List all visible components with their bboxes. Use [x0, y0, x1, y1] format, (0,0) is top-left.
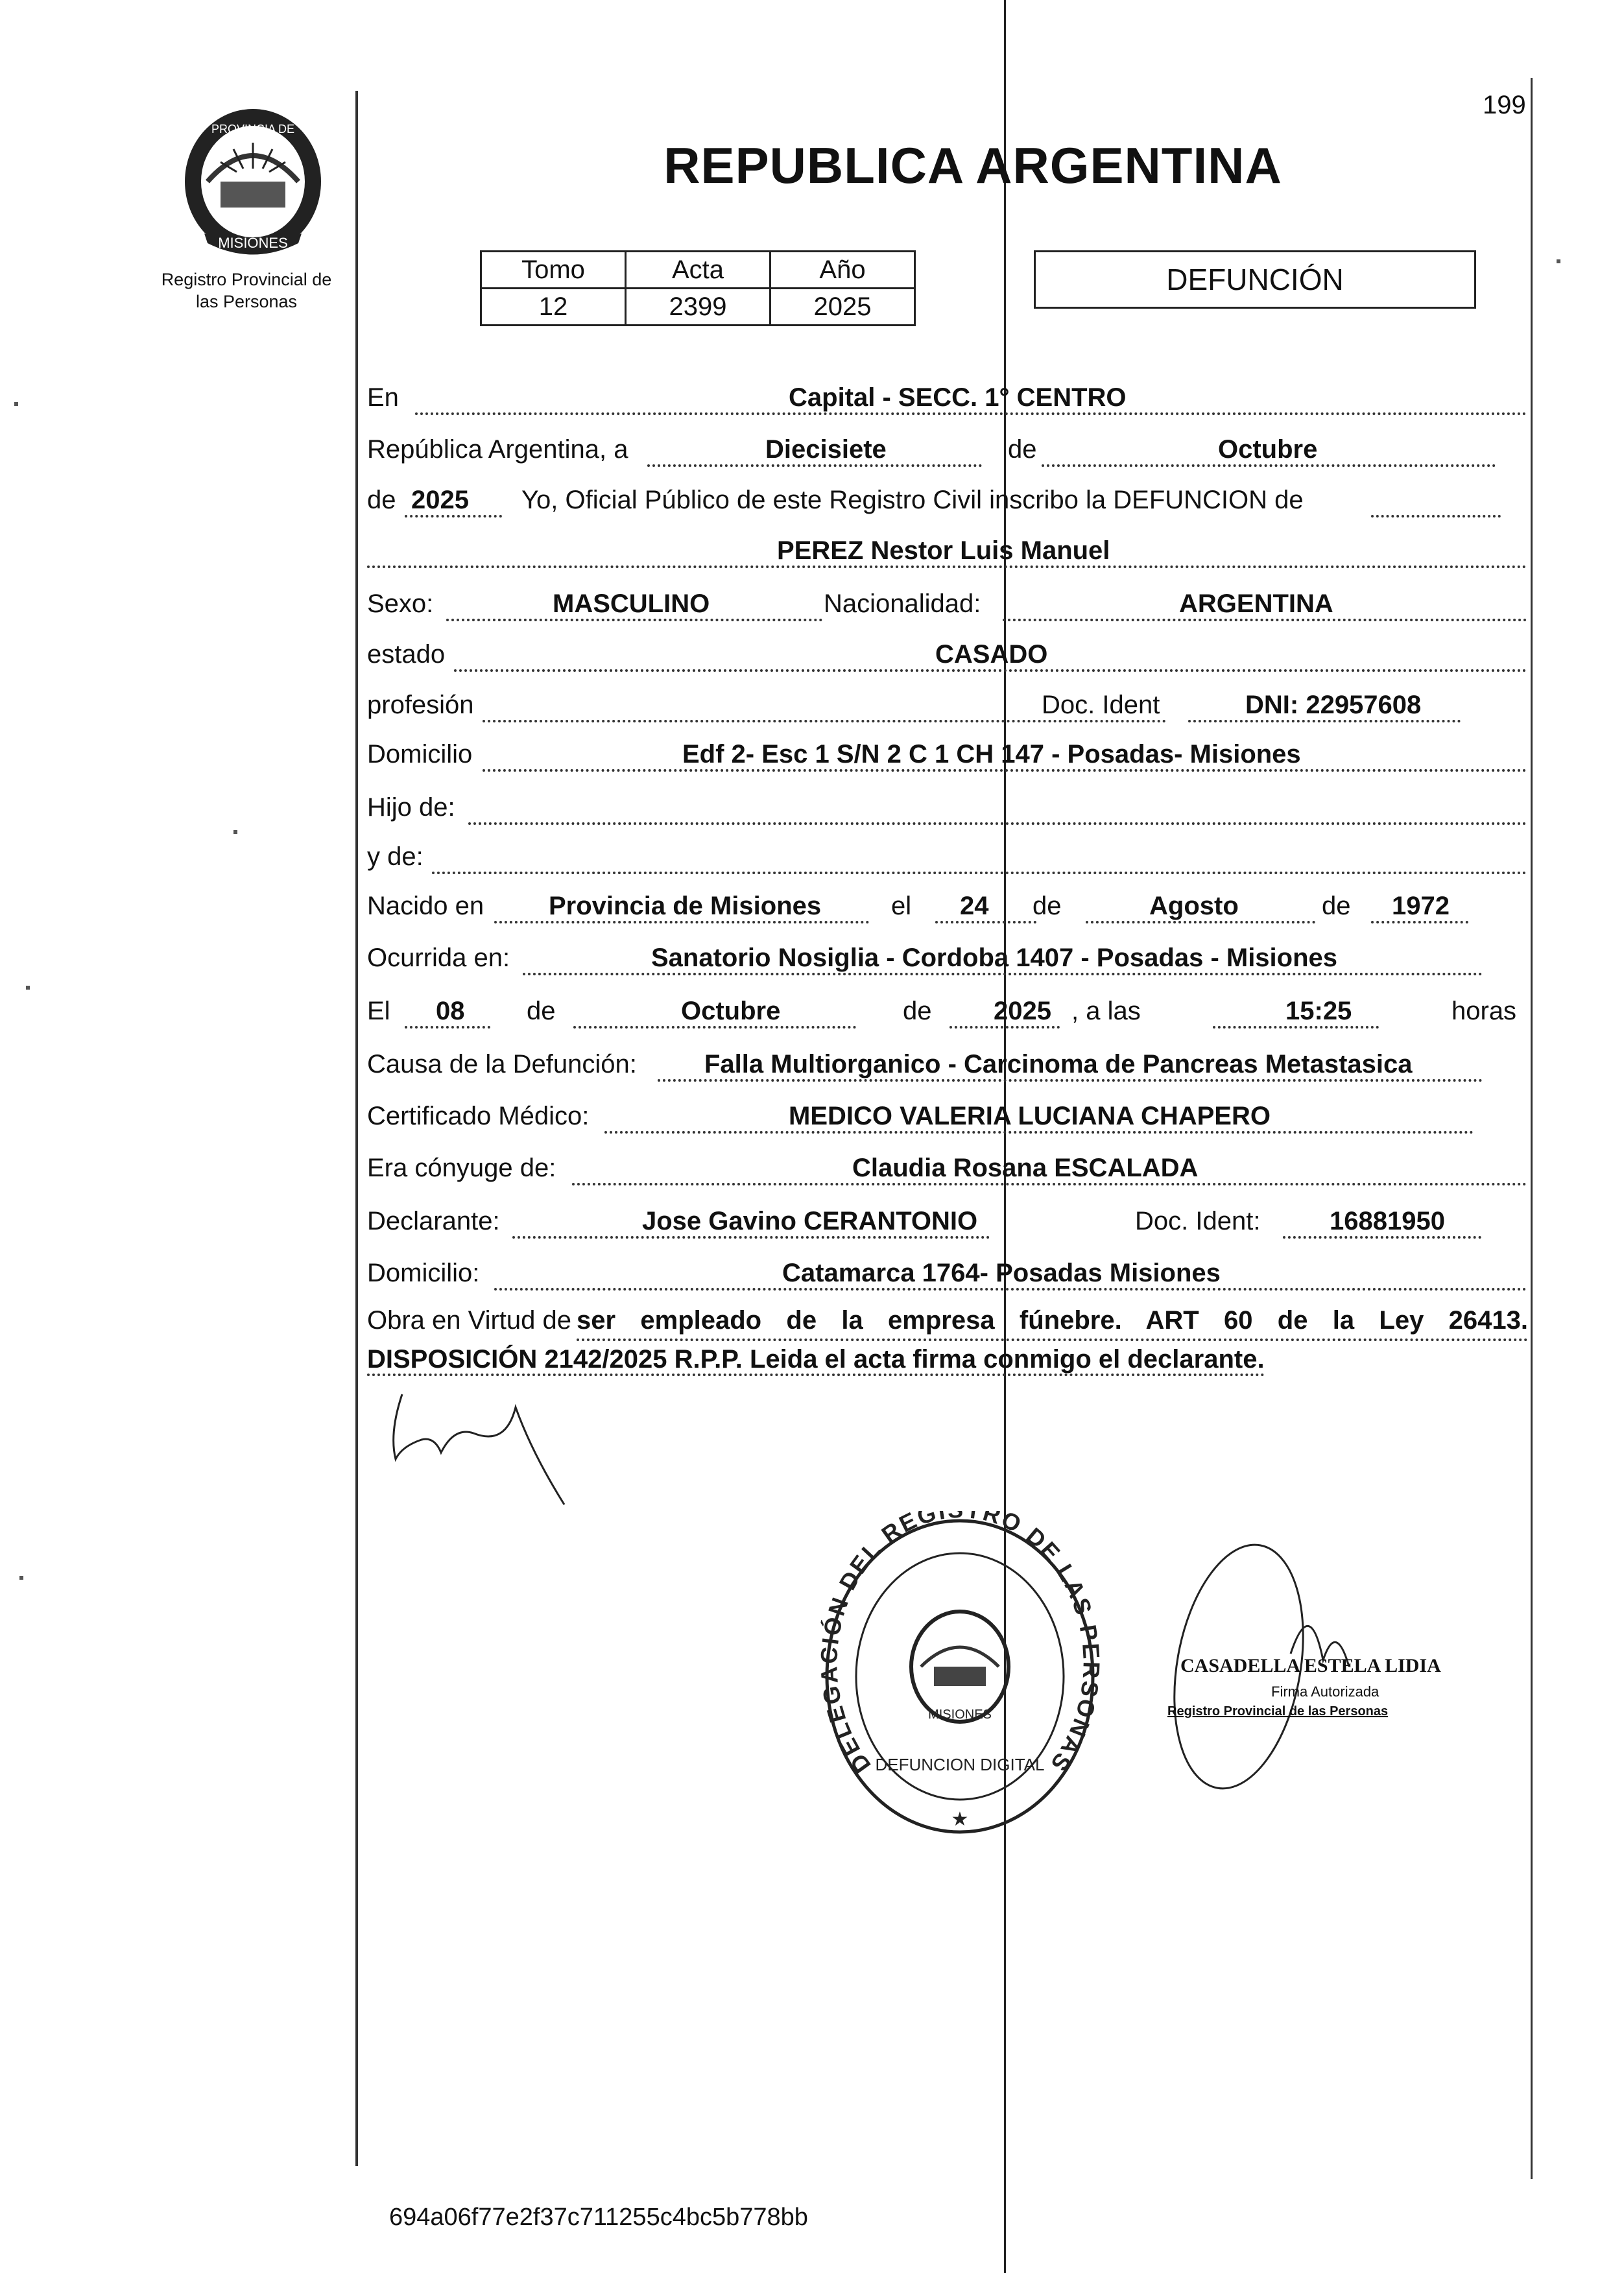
declarant-signature: [376, 1381, 590, 1517]
de-label: de: [1008, 435, 1037, 464]
en-value: Capital - SECC. 1° CENTRO: [789, 383, 1127, 412]
certificado-value: MEDICO VALERIA LUCIANA CHAPERO: [789, 1102, 1271, 1130]
row-nacido: [367, 879, 1528, 925]
dotted-line: [573, 1026, 856, 1029]
authority-name: CASADELLA ESTELA LIDIA: [1180, 1655, 1441, 1676]
header-acta: Acta: [626, 252, 770, 289]
nacido-value: Provincia de Misiones: [549, 892, 822, 920]
domicilio-label: Domicilio: [367, 740, 473, 768]
dotted-line: [523, 973, 1483, 975]
death-month: Octubre: [681, 997, 781, 1025]
profesion-label: profesión: [367, 691, 474, 719]
registry-line-2: las Personas: [195, 292, 298, 311]
declarante-value: Jose Gavino CERANTONIO: [642, 1207, 978, 1235]
dotted-line: [483, 769, 1527, 772]
dotted-line: [512, 1236, 990, 1239]
row-decl-domicilio: [367, 1246, 1528, 1292]
obra-paragraph: [367, 1302, 1528, 1377]
row-declarante: [367, 1195, 1528, 1240]
day-value: Diecisiete: [765, 435, 887, 464]
dotted-line: [1042, 464, 1496, 467]
scan-speck: [26, 986, 30, 990]
value-anio: 2025: [770, 289, 915, 326]
dotted-line: [405, 1026, 490, 1029]
sexo-label: Sexo:: [367, 589, 434, 618]
ocurrida-value: Sanatorio Nosiglia - Cordoba 1407 - Posadas - Misiones: [651, 944, 1338, 972]
decl-domicilio-label: Domicilio:: [367, 1259, 480, 1287]
svg-text:MISIONES: MISIONES: [218, 235, 288, 251]
registry-line-1: Registro Provincial de: [161, 270, 332, 289]
dotted-line: [483, 720, 1166, 722]
certificado-label: Certificado Médico:: [367, 1102, 590, 1130]
death-year: 2025: [994, 997, 1051, 1025]
svg-text:PROVINCIA DE: PROVINCIA DE: [211, 123, 295, 136]
svg-text:DEFUNCION DIGITAL: DEFUNCION DIGITAL: [875, 1755, 1045, 1774]
obra-label: Obra en Virtud de: [367, 1306, 572, 1335]
nacionalidad-value: ARGENTINA: [1179, 589, 1333, 618]
authority-role: Firma Autorizada: [1271, 1684, 1379, 1700]
declarante-doc-label: Doc. Ident:: [1135, 1207, 1261, 1235]
conyuge-label: Era cónyuge de:: [367, 1154, 556, 1182]
value-tomo: 12: [481, 289, 626, 326]
dotted-line: [949, 1026, 1060, 1029]
sexo-value: MASCULINO: [553, 589, 710, 618]
dotted-line: [1086, 921, 1315, 923]
dotted-line: [572, 1183, 1527, 1185]
row-sexo: [367, 577, 1528, 623]
obra-value-2: DISPOSICIÓN 2142/2025 R.P.P. Leida el acta firma conmigo el declarante.: [367, 1345, 1265, 1376]
dotted-line: [1213, 1026, 1379, 1029]
El-label: El: [367, 997, 390, 1025]
dotted-line: [446, 619, 822, 621]
estado-value: CASADO: [935, 640, 1048, 669]
dotted-line: [1283, 1236, 1481, 1239]
month-value: Octubre: [1218, 435, 1318, 464]
horas-label: horas: [1451, 997, 1517, 1025]
dotted-line: [1188, 720, 1461, 722]
row-death-date: [367, 984, 1528, 1030]
de-label-6: de: [903, 997, 932, 1025]
authority-signature: [1141, 1517, 1505, 1790]
death-day: 08: [436, 997, 465, 1025]
registry-label: [130, 268, 363, 313]
declarante-label: Declarante:: [367, 1207, 500, 1235]
nacionalidad-label: Nacionalidad:: [824, 589, 981, 618]
scan-speck: [14, 402, 18, 406]
row-date: [367, 423, 1528, 468]
row-ocurrida: [367, 931, 1528, 977]
dotted-line: [935, 921, 1036, 923]
left-margin-line: [355, 91, 358, 2166]
decl-domicilio-value: Catamarca 1764- Posadas Misiones: [782, 1259, 1221, 1287]
rep-label: República Argentina, a: [367, 435, 628, 464]
row-domicilio: [367, 728, 1528, 773]
row-profesion: [367, 678, 1528, 724]
year-value: 2025: [411, 486, 469, 514]
row-conyuge: [367, 1141, 1528, 1187]
scan-speck: [1557, 259, 1560, 263]
page-title: REPUBLICA ARGENTINA: [663, 137, 1282, 194]
declarante-doc-value: 16881950: [1330, 1207, 1445, 1235]
deceased-name: PEREZ Nestor Luis Manuel: [777, 536, 1110, 565]
value-acta: 2399: [626, 289, 770, 326]
dotted-line: [415, 412, 1527, 415]
domicilio-value: Edf 2- Esc 1 S/N 2 C 1 CH 147 - Posadas- Misiones: [682, 740, 1301, 768]
dotted-line: [405, 515, 502, 518]
svg-text:MISIONES: MISIONES: [928, 1708, 992, 1722]
causa-label: Causa de la Defunción:: [367, 1050, 637, 1078]
document-type-box: DEFUNCIÓN: [1034, 250, 1476, 309]
dotted-line: [647, 464, 982, 467]
row-en: [367, 371, 1528, 416]
row-estado: [367, 628, 1528, 673]
dotted-line: [432, 872, 1527, 874]
header-anio: Año: [770, 252, 915, 289]
de-label-3: de: [1033, 892, 1062, 920]
dotted-line: [367, 565, 1527, 568]
doc-ident-label: Doc. Ident: [1042, 691, 1160, 719]
row-yde: [367, 830, 1528, 875]
dotted-line: [468, 822, 1527, 825]
scan-fold-line: [1004, 0, 1006, 2273]
birth-month: Agosto: [1149, 892, 1239, 920]
row-causa: [367, 1038, 1528, 1083]
scan-speck: [233, 830, 237, 834]
row-name: [367, 524, 1528, 569]
dotted-line: [494, 1288, 1527, 1291]
en-label: En: [367, 383, 399, 412]
yde-label: y de:: [367, 842, 424, 871]
svg-text:DELEGACIÓN DEL REGISTRO DE LAS: DELEGACIÓN DEL REG RO DE LAS PERSONAS: [817, 1511, 1103, 1778]
dotted-line: [604, 1131, 1474, 1134]
official-stamp: [817, 1511, 1103, 1842]
birth-year: 1972: [1392, 892, 1450, 920]
dotted-line: [1371, 921, 1468, 923]
doc-ident-value: DNI: 22957608: [1245, 691, 1422, 719]
causa-value: Falla Multiorganico - Carcinoma de Pancreas Metastasica: [704, 1050, 1413, 1078]
record-table: [480, 250, 916, 326]
birth-day: 24: [960, 892, 989, 920]
obra-line-2: [367, 1341, 1528, 1377]
authority-org: Registro Provincial de las Personas: [1167, 1704, 1389, 1719]
document-hash: 694a06f77e2f37c711255c4bc5b778bb: [389, 2204, 808, 2231]
dotted-line: [454, 669, 1527, 672]
scan-speck: [19, 1576, 23, 1580]
el-label: el: [891, 892, 912, 920]
conyuge-value: Claudia Rosana ESCALADA: [852, 1154, 1199, 1182]
header-tomo: Tomo: [481, 252, 626, 289]
de-label-2: de: [367, 486, 396, 514]
nacido-label: Nacido en: [367, 892, 484, 920]
de-label-4: de: [1322, 892, 1351, 920]
dotted-line: [494, 921, 869, 923]
row-hijo: [367, 781, 1528, 826]
row-inscribo: [367, 473, 1528, 519]
svg-text:★: ★: [951, 1809, 969, 1830]
dotted-line: [1003, 619, 1527, 621]
inscribo-text: Yo, Oficial Público de este Registro Civil inscribo la DEFUNCION de: [521, 486, 1304, 514]
hijo-label: Hijo de:: [367, 793, 455, 822]
row-certificado: [367, 1089, 1528, 1135]
de-label-5: de: [527, 997, 556, 1025]
dotted-line: [658, 1079, 1483, 1082]
death-time: 15:25: [1285, 997, 1352, 1025]
ocurrida-label: Ocurrida en:: [367, 944, 510, 972]
province-logo: [169, 104, 337, 259]
obra-value-1: ser empleado de la empresa fúnebre. ART 60 de la Ley 26413.: [577, 1302, 1528, 1341]
page-number: 199: [1483, 91, 1526, 119]
obra-line-1: [367, 1302, 1528, 1341]
alas-label: , a las: [1071, 997, 1141, 1025]
right-margin-line: [1531, 78, 1533, 2179]
estado-label: estado: [367, 640, 446, 669]
dotted-line: [1371, 515, 1501, 518]
